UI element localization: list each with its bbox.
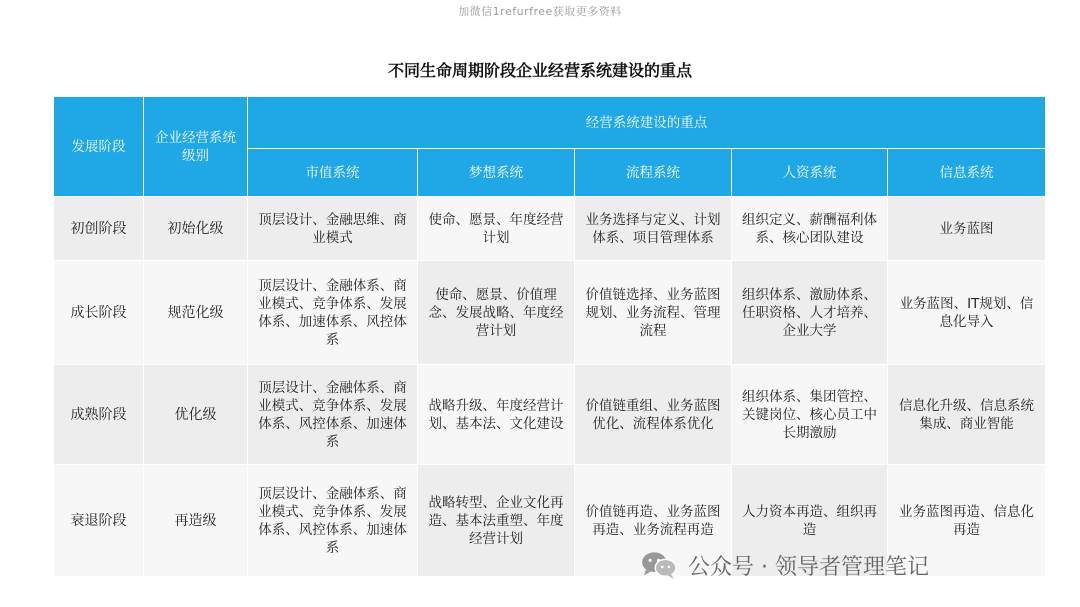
table-cell: 顶层设计、金融体系、商业模式、竞争体系、发展体系、风控体系、加速体系: [248, 365, 418, 465]
header-stage: 发展阶段: [54, 97, 144, 197]
header-focus: 经营系统建设的重点: [248, 97, 1046, 149]
table-cell: 顶层设计、金融体系、商业模式、竞争体系、发展体系、加速体系、风控体系: [248, 261, 418, 365]
table-cell: 业务蓝图: [888, 197, 1046, 261]
table-cell: 信息化升级、信息系统集成、商业智能: [888, 365, 1046, 465]
table-cell: 人力资本再造、组织再造: [732, 465, 888, 577]
table-cell: 价值链再造、业务蓝图再造、业务流程再造: [575, 465, 732, 577]
strategy-table: [53, 96, 1046, 577]
table-cell: 业务蓝图再造、信息化再造: [888, 465, 1046, 577]
table-cell: 价值链重组、业务蓝图优化、流程体系优化: [575, 365, 732, 465]
header-system-dream: 梦想系统: [418, 149, 575, 197]
header-system-information: 信息系统: [888, 149, 1046, 197]
table-cell: 价值链选择、业务蓝图规划、业务流程、管理流程: [575, 261, 732, 365]
table-cell: 使命、愿景、价值理念、发展战略、年度经营计划: [418, 261, 575, 365]
header-system-process: 流程系统: [575, 149, 732, 197]
table-row: [54, 197, 1046, 261]
table-cell: 使命、愿景、年度经营计划: [418, 197, 575, 261]
stage-cell: 成长阶段: [54, 261, 144, 365]
header-system-market-value: 市值系统: [248, 149, 418, 197]
table-cell: 业务蓝图、IT规划、信息化导入: [888, 261, 1046, 365]
stage-cell: 衰退阶段: [54, 465, 144, 577]
wechat-account-label: 公众号 · 领导者管理笔记: [688, 554, 929, 580]
level-cell: 初始化级: [144, 197, 248, 261]
page-title: 不同生命周期阶段企业经营系统建设的重点: [387, 61, 692, 80]
level-cell: 优化级: [144, 365, 248, 465]
table-cell: 业务选择与定义、计划体系、项目管理体系: [575, 197, 732, 261]
stage-cell: 成熟阶段: [54, 365, 144, 465]
level-cell: 规范化级: [144, 261, 248, 365]
table-cell: 战略升级、年度经营计划、基本法、文化建设: [418, 365, 575, 465]
stage-cell: 初创阶段: [54, 197, 144, 261]
table-cell: 战略转型、企业文化再造、基本法重塑、年度经营计划: [418, 465, 575, 577]
header-level: 企业经营系统级别: [144, 97, 248, 197]
table-row: [54, 261, 1046, 365]
table-cell: 组织体系、集团管控、关键岗位、核心员工中长期激励: [732, 365, 888, 465]
level-cell: 再造级: [144, 465, 248, 577]
table-cell: 顶层设计、金融体系、商业模式、竞争体系、发展体系、风控体系、加速体系: [248, 465, 418, 577]
header-system-hr: 人资系统: [732, 149, 888, 197]
table-cell: 组织定义、薪酬福利体系、核心团队建设: [732, 197, 888, 261]
table-row: [54, 465, 1046, 577]
table-cell: 组织体系、激励体系、任职资格、人才培养、企业大学: [732, 261, 888, 365]
table-row: [54, 365, 1046, 465]
table-cell: 顶层设计、金融思维、商业模式: [248, 197, 418, 261]
top-watermark: 加微信1refurfree获取更多资料: [458, 5, 622, 18]
